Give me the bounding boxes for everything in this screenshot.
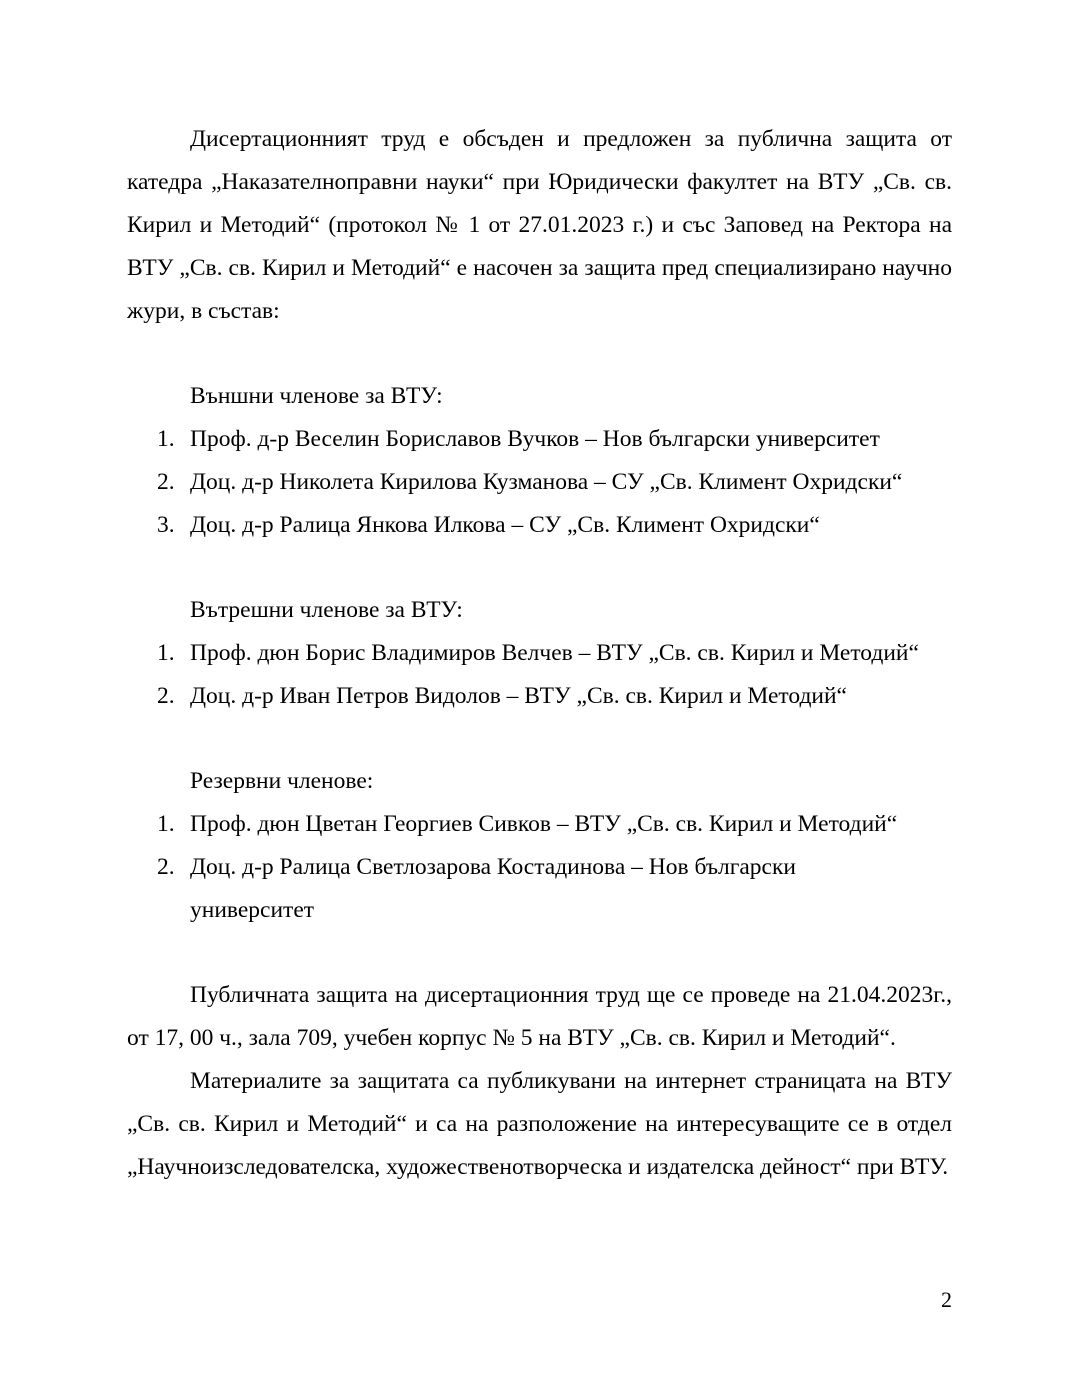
list-item	[127, 675, 952, 718]
list-number: 1.	[157, 426, 175, 452]
member-text: Доц. д-р Иван Петров Видолов – ВТУ „Св. св. Кирил и Методий“	[190, 683, 847, 709]
member-text: Доц. д-р Ралица Янкова Илкова – СУ „Св. Климент Охридски“	[190, 512, 820, 538]
internal-members-heading: Вътрешни членове за ВТУ:	[190, 597, 463, 623]
intro-paragraph: Дисертационният труд е обсъден и предложен за публична защита от катедра „Наказателноправни науки“ при Юридически факултет на ВТУ „Св. св. Кирил и Методий“ (протокол № 1 от 27.01.2023 г.) и със Заповед на Ректора на ВТУ „Св. св. Кирил и Методий“ е насочен за защита пред специализирано научно жури, в състав:	[127, 126, 952, 324]
spacer	[127, 333, 952, 375]
materials-paragraph: Материалите за защитата са публикувани на интернет страницата на ВТУ „Св. св. Кирил и Методий“ и са на разположение на интересуващите се в отдел „Научноизследователска, художественотворческа и издателска дейност“ при ВТУ.	[127, 1068, 952, 1180]
list-number: 2.	[157, 469, 175, 495]
list-number: 1.	[157, 811, 175, 837]
page-number: 2	[941, 1287, 952, 1312]
list-number: 3.	[157, 512, 175, 538]
member-text: Проф. дюн Борис Владимиров Велчев – ВТУ „Св. св. Кирил и Методий“	[190, 640, 919, 666]
internal-members-list	[127, 632, 952, 718]
member-text: Доц. д-р Ралица Светлозарова Костадинова – Нов български университет	[190, 854, 796, 923]
list-item	[127, 846, 952, 932]
list-item	[127, 632, 952, 675]
reserve-members-heading: Резервни членове:	[190, 768, 374, 794]
list-number: 2.	[157, 683, 175, 709]
list-number: 2.	[157, 854, 175, 880]
defense-paragraph: Публичната защита на дисертационния труд ще се проведе на 21.04.2023г., от 17, 00 ч., зала 709, учебен корпус № 5 на ВТУ „Св. св. Кирил и Методий“.	[127, 982, 952, 1051]
member-text: Проф. дюн Цветан Георгиев Сивков – ВТУ „Св. св. Кирил и Методий“	[190, 811, 898, 837]
document-page	[127, 118, 952, 1189]
spacer	[127, 718, 952, 760]
member-text: Доц. д-р Николета Кирилова Кузманова – СУ „Св. Климент Охридски“	[190, 469, 903, 495]
list-item	[127, 418, 952, 461]
spacer	[127, 932, 952, 974]
list-item	[127, 504, 952, 547]
member-text: Проф. д-р Веселин Бориславов Вучков – Нов български университет	[190, 426, 880, 452]
list-number: 1.	[157, 640, 175, 666]
list-item	[127, 461, 952, 504]
reserve-members-list	[127, 803, 952, 932]
spacer	[127, 547, 952, 589]
external-members-list	[127, 418, 952, 547]
external-members-heading: Външни членове за ВТУ:	[190, 383, 443, 409]
list-item	[127, 803, 952, 846]
